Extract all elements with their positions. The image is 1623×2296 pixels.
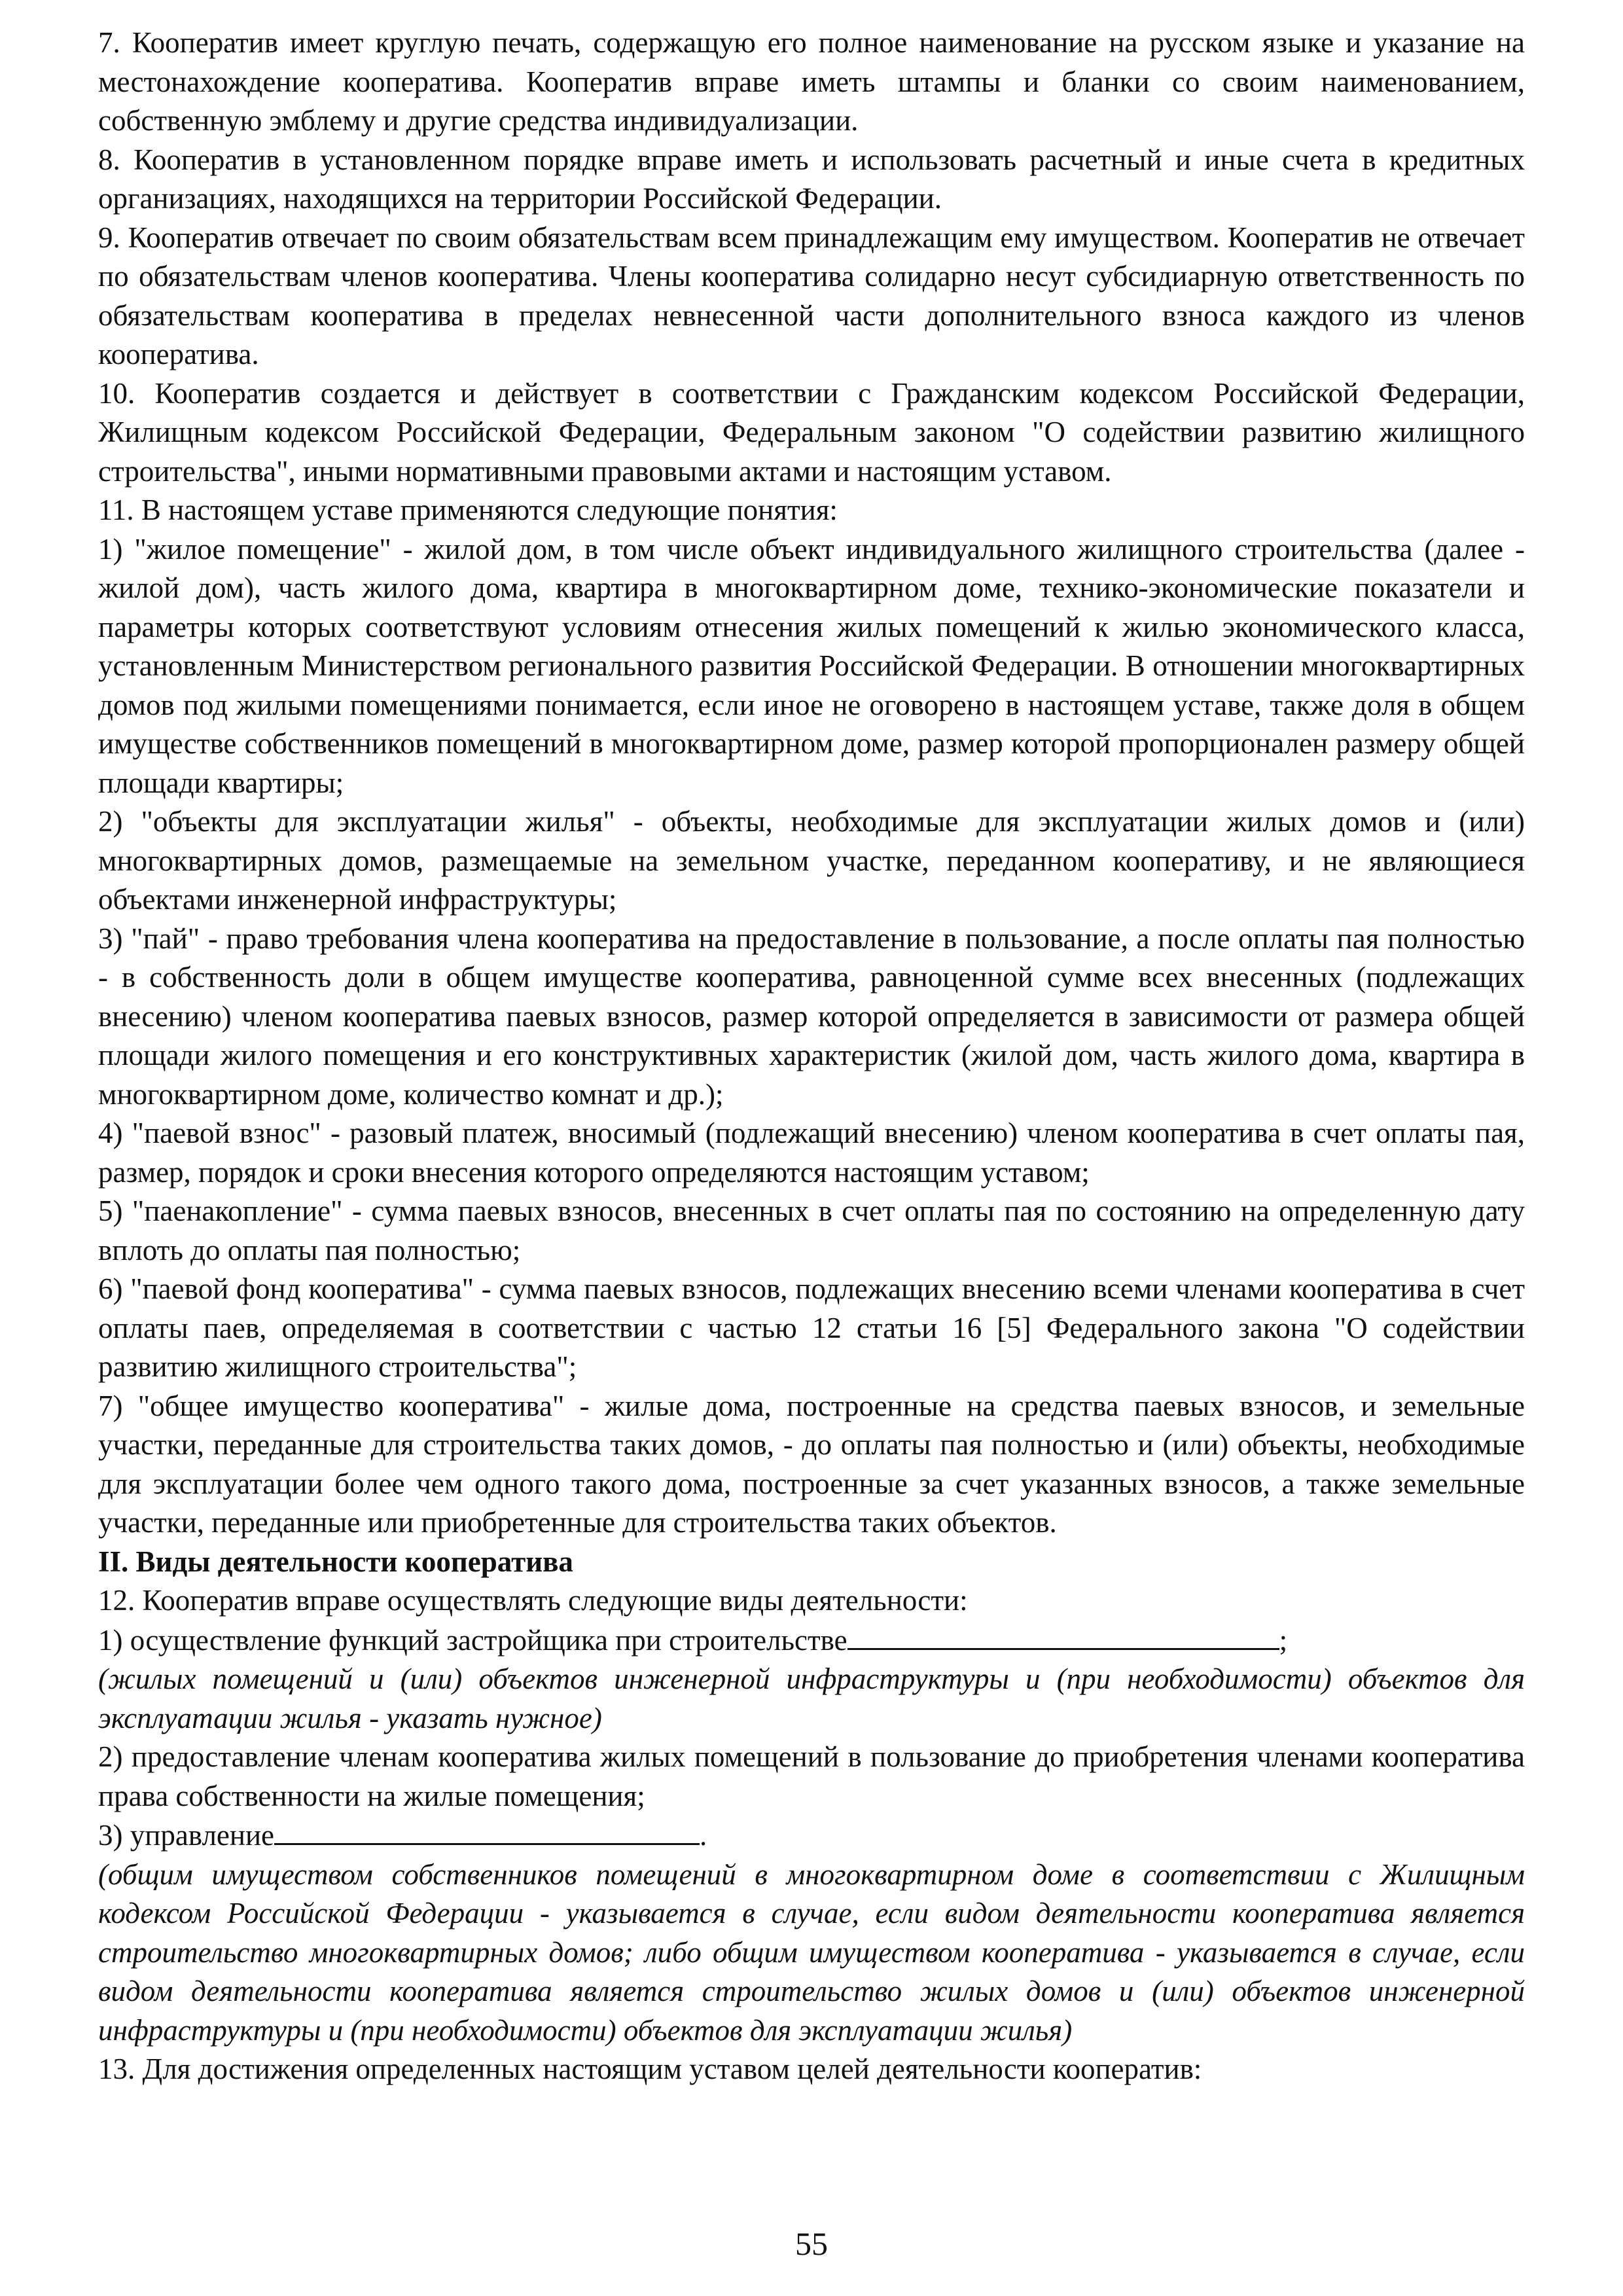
paragraph-12: 12. Кооператив вправе осуществлять следующие виды деятельности: xyxy=(98,1584,968,1617)
paragraph-13: 13. Для достижения определенных настоящим уставом целей деятельности кооператив: xyxy=(98,2053,1202,2085)
activity-1-text: 1) осуществление функций застройщика при строительстве xyxy=(98,1623,847,1657)
activity-3-note: (общим имуществом собственников помещений в многоквартирном доме в соответствии с Жилищным кодексом Российской Федерации - указывается в случае, если видом деятельности кооператива является строительство многоквартирных домов; либо общим имуществом кооператива - указывается в случае, если видом деятельности кооператива является строительство жилых домов и (или) объектов инженерной инфраструктуры и (при необходимости) объектов для эксплуатации жилья) xyxy=(98,1857,1525,2047)
activity-2: 2) предоставление членам кооператива жилых помещений в пользование до приобретения членами кооператива права собственности на жилые помещения; xyxy=(98,1740,1525,1812)
activity-3-end: . xyxy=(700,1819,707,1852)
definition-4: 4) "паевой взнос" - разовый платеж, вносимый (подлежащий внесению) членом кооператива в счет оплаты пая, размер, порядок и сроки внесения которого определяются настоящим уставом; xyxy=(98,1117,1525,1189)
page-number: 55 xyxy=(795,2225,828,2262)
definition-1: 1) "жилое помещение" - жилой дом, в том числе объект индивидуального жилищного строительства (далее - жилой дом), часть жилого дома, квартира в многоквартирном доме, технико-экономические показатели и параметры которых соответствуют условиям отнесения жилых помещений к жилью экономического класса, установленным Министерством регионального развития Российской Федерации. В отношении многоквартирных домов под жилыми помещениями понимается, если иное не оговорено в настоящем уставе, также доля в общем имуществе собственников помещений в многоквартирном доме, размер которой пропорционален размеру общей площади квартиры; xyxy=(98,532,1525,799)
paragraph-11: 11. В настоящем уставе применяются следующие понятия: xyxy=(98,493,838,526)
activity-1-note: (жилых помещений и (или) объектов инженерной инфраструктуры и (при необходимости) объектов для эксплуатации жилья - указать нужное) xyxy=(98,1662,1525,1734)
fill-in-blank-line xyxy=(847,1621,1279,1650)
definition-2: 2) "объекты для эксплуатации жилья" - объекты, необходимые для эксплуатации жилых домов и (или) многоквартирных домов, размещаемые на земельном участке, переданном кооперативу, и не являющиеся объектами инженерной инфраструктуры; xyxy=(98,805,1525,916)
activity-1 xyxy=(98,1621,1525,1660)
document-page xyxy=(98,24,1525,2089)
paragraph-10: 10. Кооператив создается и действует в соответствии с Гражданским кодексом Российской Федерации, Жилищным кодексом Российской Федерации, Федеральным законом "О содействии развитию жилищного строительства", иными нормативными правовыми актами и настоящим уставом. xyxy=(98,376,1525,488)
activity-3 xyxy=(98,1816,1525,1856)
definition-3: 3) "пай" - право требования члена кооператива на предоставление в пользование, а после оплаты пая полностью - в собственность доли в общем имуществе кооператива, равноценной сумме всех внесенных (подлежащих внесению) членом кооператива паевых взносов, размер которой определяется в зависимости от размера общей площади жилого помещения и его конструктивных характеристик (жилой дом, часть жилого дома, квартира в многоквартирном доме, количество комнат и др.); xyxy=(98,922,1525,1111)
definition-5: 5) "паенакопление" - сумма паевых взносов, внесенных в счет оплаты пая по состоянию на определенную дату вплоть до оплаты пая полностью; xyxy=(98,1194,1525,1266)
paragraph-7: 7. Кооператив имеет круглую печать, содержащую его полное наименование на русском языке и указание на местонахождение кооператива. Кооператив вправе иметь штампы и бланки со своим наименованием, собственную эмблему и другие средства индивидуализации. xyxy=(98,26,1525,137)
activity-1-end: ; xyxy=(1279,1623,1288,1657)
definition-7: 7) "общее имущество кооператива" - жилые дома, построенные на средства паевых взносов, и земельные участки, переданные для строительства таких домов, - до оплаты пая полностью и (или) объекты, необходимые для эксплуатации более чем одного такого дома, построенные за счет указанных взносов, а также земельные участки, переданные или приобретенные для строительства таких объектов. xyxy=(98,1389,1525,1539)
activity-3-text: 3) управление xyxy=(98,1819,275,1852)
fill-in-blank-line xyxy=(274,1816,700,1845)
definition-6: 6) "паевой фонд кооператива" - сумма паевых взносов, подлежащих внесению всеми членами кооператива в счет оплаты паев, определяемая в соответствии с частью 12 статьи 16 [5] Федерального закона "О содействии развитию жилищного строительства"; xyxy=(98,1272,1525,1383)
paragraph-9: 9. Кооператив отвечает по своим обязательствам всем принадлежащим ему имуществом. Кооператив не отвечает по обязательствам членов кооператива. Члены кооператива солидарно несут субсидиарную ответственность по обязательствам кооператива в пределах невнесенной части дополнительного взноса каждого из членов кооператива. xyxy=(98,221,1525,370)
section-heading: II. Виды деятельности кооператива xyxy=(98,1545,573,1578)
paragraph-8: 8. Кооператив в установленном порядке вправе иметь и использовать расчетный и иные счета в кредитных организациях, находящихся на территории Российской Федерации. xyxy=(98,143,1525,215)
